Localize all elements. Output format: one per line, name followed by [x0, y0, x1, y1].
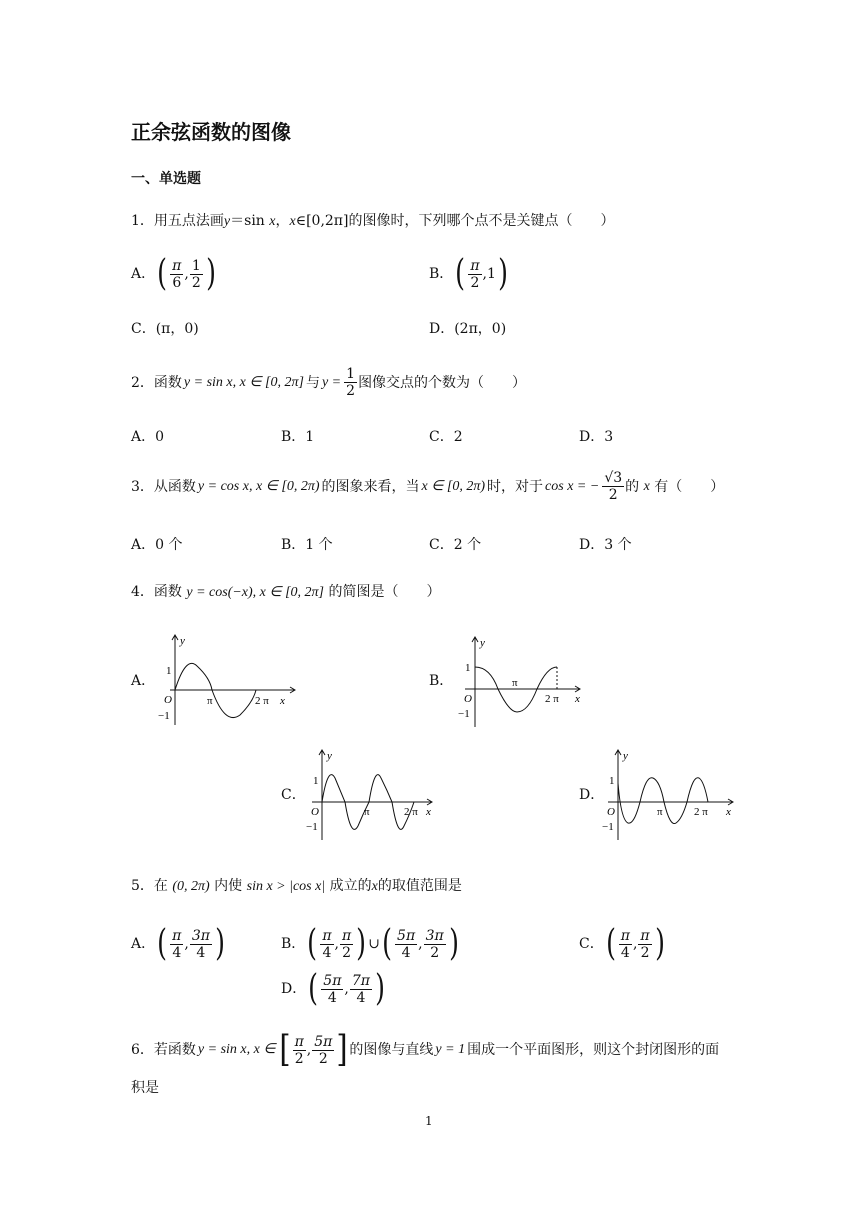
graph-b-y-label: y [480, 637, 485, 649]
question-4-option-a: A． [131, 673, 156, 689]
question-1-option-a: A． ( $\frac{\pi}{6}$ , $\frac{1}{2}$ ) [131, 253, 216, 294]
page-title: 正余弦函数的图像 [131, 120, 291, 144]
graph-c-neg-one: −1 [306, 821, 318, 833]
graph-a-y-label: y [180, 635, 185, 647]
graph-b-one: 1 [465, 662, 471, 674]
question-5-option-a: A． ( $\frac{\pi}{4}$ , $\frac{3\pi}{4}$ ) [131, 923, 225, 964]
graph-b-x-label: x [575, 693, 580, 705]
graph-option-c [300, 745, 440, 845]
question-4-option-b: B． [429, 673, 454, 689]
question-2-option-b: B．1 [281, 429, 315, 445]
graph-a-one: 1 [166, 665, 172, 677]
question-2-stem: 2．函数 y = sin x, x ∈ [0, 2π] 与 y = $\frac{1}{2}$ 图像交点的个数为（ ） [131, 366, 527, 399]
question-3-option-c: C．2 个 [429, 537, 482, 553]
graph-option-b [455, 632, 590, 732]
graph-option-a [150, 630, 300, 730]
graph-b-2pi: 2 π [545, 693, 559, 705]
question-2-option-d: D．3 [579, 429, 614, 445]
graph-c-x-label: x [426, 806, 431, 818]
question-5-option-d: D． ( $\frac{5\pi}{4}$ , $\frac{7\pi}{4}$ ) [281, 968, 385, 1009]
graph-d-2pi: 2 π [694, 806, 708, 818]
graph-d-origin: O [607, 806, 615, 818]
question-1-option-b: B． ( $\frac{\pi}{2}$ ,1 ) [429, 253, 508, 294]
graph-d-one: 1 [609, 775, 615, 787]
graph-c-origin: O [311, 806, 319, 818]
graph-c-y-label: y [327, 750, 332, 762]
graph-d-y-label: y [623, 750, 628, 762]
question-4-option-d: D． [579, 787, 605, 803]
graph-b-origin: O [464, 693, 472, 705]
graph-c-pi: π [364, 806, 370, 818]
question-3-option-a: A．0 个 [131, 537, 183, 553]
question-4-stem: 4．函数 y = cos(−x), x ∈ [0, 2π] 的简图是（ ） [131, 584, 441, 600]
graph-d-pi: π [657, 806, 663, 818]
graph-d-x-label: x [726, 806, 731, 818]
question-3-stem: 3．从函数 y = cos x, x ∈ [0, 2π) 的图象来看，当 x ∈ [0, 2π) 时，对于 cos x = − $\frac{√3}{2}$ 的 x 有（ ） [131, 470, 725, 503]
question-3-option-b: B．1 个 [281, 537, 333, 553]
question-1-option-c: C．(π，0) [131, 321, 199, 337]
graph-a-neg-one: −1 [158, 710, 170, 722]
graph-option-d [598, 745, 738, 845]
question-1-stem: 1．用五点法画y＝sin x，x∈[0,2π]的图像时，下列哪个点不是关键点（ ） [131, 213, 615, 229]
question-3-option-d: D．3 个 [579, 537, 632, 553]
page-number: 1 [425, 1114, 433, 1128]
question-4-option-c: C． [281, 787, 306, 803]
graph-a-x-label: x [280, 695, 285, 707]
question-5-stem: 5．在 (0, 2π) 内使 sin x > |cos x| 成立的x的取值范围是 [131, 878, 462, 894]
question-5-option-b: B． ( $\frac{\pi}{4}$ , $\frac{\pi}{2}$ ) ∪ ( $\frac{5\pi}{4}$ , $\frac{3\pi}{2}$ ) [281, 923, 459, 964]
graph-b-pi: π [512, 677, 518, 689]
question-5-option-c: C． ( $\frac{\pi}{4}$ , $\frac{\pi}{2}$ ) [579, 923, 665, 964]
graph-b-neg-one: −1 [458, 708, 470, 720]
section-heading: 一、单选题 [131, 171, 201, 187]
graph-a-origin: O [164, 694, 172, 706]
graph-c-one: 1 [313, 775, 319, 787]
question-6-stem: 6．若函数 y = sin x, x ∈ [ $\frac{\pi}{2}$ , $\frac{5\pi}{2}$ ] 的图像与直线 y = 1 围成一个平面图形，则这个封闭图形的面 [131, 1029, 720, 1070]
graph-c-2pi: 2 π [404, 806, 418, 818]
question-6-continuation: 积是 [131, 1080, 159, 1096]
graph-a-pi: π [207, 695, 213, 707]
question-2-option-c: C．2 [429, 429, 463, 445]
question-2-option-a: A．0 [131, 429, 165, 445]
graph-d-neg-one: −1 [602, 821, 614, 833]
graph-a-2pi: 2 π [255, 695, 269, 707]
question-1-option-d: D．(2π，0) [429, 321, 507, 337]
